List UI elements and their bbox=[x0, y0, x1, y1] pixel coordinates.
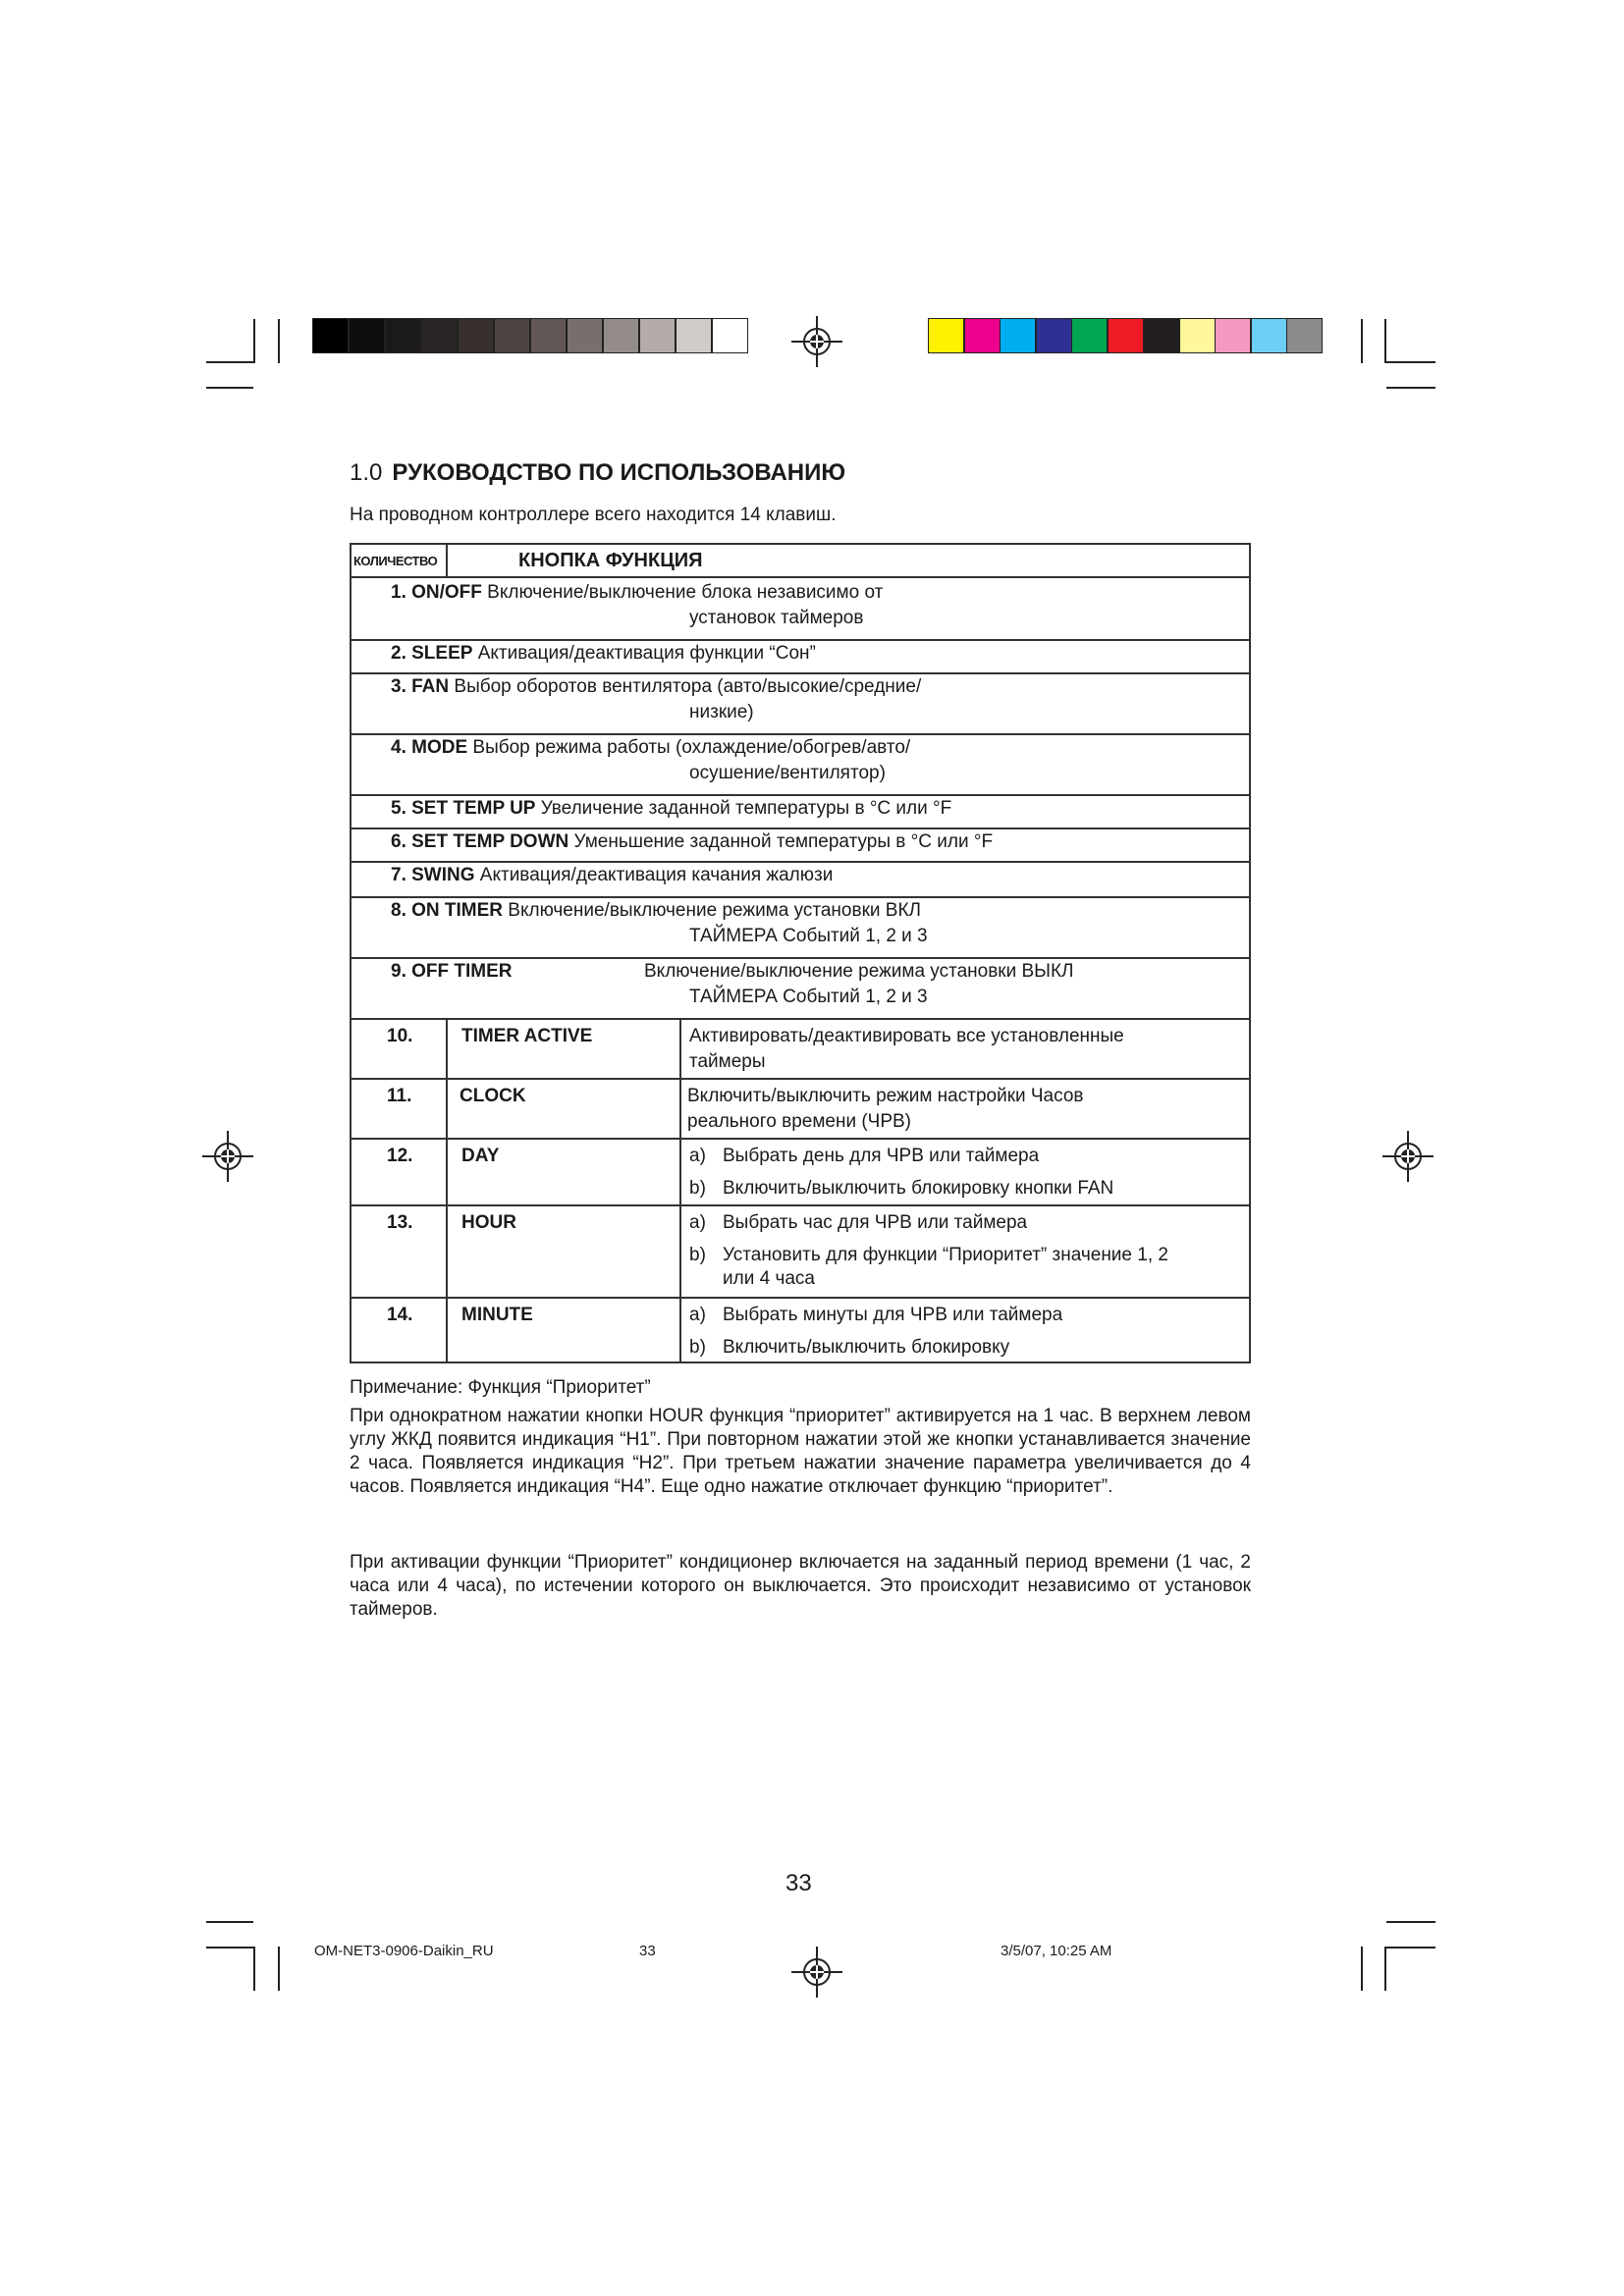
key-description: Включение/выключение блока независимо от bbox=[481, 582, 884, 603]
registration-mark-icon bbox=[1382, 1131, 1434, 1182]
registration-mark-icon bbox=[791, 1947, 842, 1998]
color-swatch bbox=[1143, 318, 1179, 353]
table-row bbox=[391, 580, 883, 606]
color-swatch bbox=[1215, 318, 1251, 353]
key-name: CLOCK bbox=[460, 1086, 526, 1106]
list-item: Включить/выключить блокировку кнопки FAN bbox=[723, 1178, 1114, 1199]
list-item: Включить/выключить блокировку bbox=[723, 1337, 1010, 1358]
gray-swatch bbox=[639, 318, 676, 353]
list-marker: a) bbox=[689, 1212, 706, 1233]
gray-swatch bbox=[458, 318, 494, 353]
key-description: Включение/выключение режима установки ВЫКЛ bbox=[644, 961, 1074, 982]
key-name: SET TEMP UP bbox=[411, 798, 536, 819]
header-key-function: КНОПКА ФУНКЦИЯ bbox=[518, 550, 703, 571]
key-name: HOUR bbox=[461, 1212, 516, 1233]
gray-swatch bbox=[385, 318, 421, 353]
section-title bbox=[350, 459, 845, 487]
list-marker: b) bbox=[689, 1245, 706, 1265]
color-swatch bbox=[1108, 318, 1144, 353]
list-item: Выбрать минуты для ЧРВ или таймера bbox=[723, 1305, 1063, 1325]
crop-mark bbox=[253, 1947, 255, 1991]
key-description: Уменьшение заданной температуры в °C или °F bbox=[568, 831, 994, 852]
key-description-continued: установок таймеров bbox=[689, 608, 864, 628]
footer-page: 33 bbox=[639, 1943, 656, 1959]
key-description: реального времени (ЧРВ) bbox=[687, 1111, 912, 1132]
gray-swatch bbox=[676, 318, 712, 353]
color-swatch bbox=[1071, 318, 1108, 353]
key-name: ON TIMER bbox=[411, 900, 504, 921]
key-description: Выбор режима работы (охлаждение/обогрев/авто/ bbox=[467, 737, 911, 758]
row-number: 14. bbox=[387, 1305, 413, 1325]
key-description: Активировать/деактивировать все установленные bbox=[689, 1026, 1124, 1046]
row-number: 9. bbox=[391, 961, 412, 982]
key-description-continued: осушение/вентилятор) bbox=[689, 763, 886, 783]
crop-mark bbox=[206, 1947, 253, 1949]
table-row bbox=[391, 898, 921, 924]
key-name: SET TEMP DOWN bbox=[411, 831, 569, 852]
section-number: 1.0 bbox=[350, 459, 383, 486]
row-divider bbox=[352, 1078, 1249, 1080]
crop-mark bbox=[278, 319, 280, 363]
crop-mark bbox=[278, 1947, 280, 1991]
list-item: Выбрать час для ЧРВ или таймера bbox=[723, 1212, 1028, 1233]
intro-text: На проводном контроллере всего находится 14 клавиш. bbox=[350, 505, 837, 525]
table-row bbox=[391, 863, 833, 888]
crop-mark bbox=[1384, 1947, 1386, 1991]
list-marker: a) bbox=[689, 1146, 706, 1166]
row-number: 11. bbox=[387, 1086, 412, 1106]
crop-mark bbox=[1386, 1921, 1435, 1923]
gray-swatch bbox=[494, 318, 530, 353]
gray-swatch bbox=[530, 318, 567, 353]
gray-swatch bbox=[567, 318, 603, 353]
gray-swatch bbox=[312, 318, 349, 353]
table-row bbox=[391, 829, 993, 855]
row-number: 6. bbox=[391, 831, 412, 852]
list-item: Установить для функции “Приоритет” значение 1, 2 bbox=[723, 1245, 1168, 1265]
table-row bbox=[391, 674, 921, 700]
key-description: таймеры bbox=[689, 1051, 766, 1072]
column-divider bbox=[446, 545, 448, 576]
key-name: SWING bbox=[411, 865, 475, 885]
key-name: SLEEP bbox=[411, 643, 473, 664]
list-marker: b) bbox=[689, 1337, 706, 1358]
key-name: FAN bbox=[411, 676, 450, 697]
crop-mark bbox=[206, 1921, 253, 1923]
crop-mark bbox=[206, 361, 253, 363]
registration-mark-icon bbox=[202, 1131, 253, 1182]
section-heading: РУКОВОДСТВО ПО ИСПОЛЬЗОВАНИЮ bbox=[392, 459, 846, 486]
color-swatch bbox=[1036, 318, 1072, 353]
header-quantity: КОЛИЧЕСТВО bbox=[353, 554, 438, 568]
key-description: Активация/деактивация качания жалюзи bbox=[474, 865, 834, 885]
color-swatch bbox=[1179, 318, 1216, 353]
column-divider bbox=[679, 1018, 681, 1362]
color-swatch bbox=[1000, 318, 1036, 353]
key-description: Увеличение заданной температуры в °C или °F bbox=[535, 798, 952, 819]
crop-mark bbox=[1386, 387, 1435, 389]
color-swatch bbox=[1286, 318, 1323, 353]
footer-filename: OM-NET3-0906-Daikin_RU bbox=[314, 1943, 494, 1959]
color-swatch bbox=[1251, 318, 1287, 353]
crop-mark bbox=[1361, 1947, 1363, 1991]
crop-mark bbox=[1386, 1947, 1435, 1949]
note-paragraph-2: При активации функции “Приоритет” кондиционер включается на заданный период времени (1 час, 2 часа или 4 часа), по истечении которого он выключается. Это происходит независимо от установок таймеров. bbox=[350, 1552, 1251, 1620]
keys-table bbox=[350, 543, 1251, 1363]
key-name: MODE bbox=[411, 737, 468, 758]
row-divider bbox=[352, 1018, 1249, 1020]
row-divider bbox=[352, 1297, 1249, 1299]
key-name: OFF TIMER bbox=[411, 961, 513, 982]
list-marker: a) bbox=[689, 1305, 706, 1325]
key-description: Включить/выключить режим настройки Часов bbox=[687, 1086, 1084, 1106]
color-swatch bbox=[964, 318, 1001, 353]
row-number: 13. bbox=[387, 1212, 413, 1233]
row-number: 5. bbox=[391, 798, 412, 819]
key-name: ON/OFF bbox=[411, 582, 482, 603]
list-item-continued: или 4 часа bbox=[723, 1268, 815, 1289]
row-divider bbox=[352, 1204, 1249, 1206]
table-row bbox=[391, 641, 816, 667]
key-name: MINUTE bbox=[461, 1305, 533, 1325]
crop-mark bbox=[253, 319, 255, 363]
list-marker: b) bbox=[689, 1178, 706, 1199]
key-description: Активация/деактивация функции “Сон” bbox=[472, 643, 816, 664]
table-row bbox=[391, 735, 910, 761]
table-row bbox=[391, 796, 951, 822]
row-number: 10. bbox=[387, 1026, 413, 1046]
registration-mark-icon bbox=[791, 316, 842, 367]
crop-mark bbox=[1386, 361, 1435, 363]
key-description: Включение/выключение режима установки ВКЛ bbox=[503, 900, 922, 921]
note-title: Примечание: Функция “Приоритет” bbox=[350, 1377, 651, 1398]
key-description-continued: ТАЙМЕРА Событий 1, 2 и 3 bbox=[689, 987, 928, 1007]
row-number: 7. bbox=[391, 865, 412, 885]
row-number: 3. bbox=[391, 676, 412, 697]
crop-mark bbox=[1384, 319, 1386, 363]
crop-mark bbox=[206, 387, 253, 389]
key-description-continued: ТАЙМЕРА Событий 1, 2 и 3 bbox=[689, 926, 928, 946]
footer-date: 3/5/07, 10:25 AM bbox=[1001, 1943, 1112, 1959]
row-number: 8. bbox=[391, 900, 412, 921]
key-description-continued: низкие) bbox=[689, 702, 754, 722]
crop-mark bbox=[1361, 319, 1363, 363]
gray-swatch bbox=[603, 318, 639, 353]
row-number: 1. bbox=[391, 582, 412, 603]
row-divider bbox=[352, 1138, 1249, 1140]
gray-swatch bbox=[712, 318, 748, 353]
row-number: 2. bbox=[391, 643, 412, 664]
row-number: 4. bbox=[391, 737, 412, 758]
color-swatch bbox=[928, 318, 964, 353]
table-row bbox=[391, 959, 513, 985]
row-divider bbox=[352, 576, 1249, 578]
list-item: Выбрать день для ЧРВ или таймера bbox=[723, 1146, 1040, 1166]
gray-swatch bbox=[421, 318, 458, 353]
row-number: 12. bbox=[387, 1146, 413, 1166]
gray-swatch bbox=[349, 318, 385, 353]
key-name: TIMER ACTIVE bbox=[461, 1026, 593, 1046]
page-number: 33 bbox=[785, 1870, 812, 1896]
column-divider bbox=[446, 1018, 448, 1362]
key-description: Выбор оборотов вентилятора (авто/высокие/средние/ bbox=[449, 676, 922, 697]
note-paragraph-1: При однократном нажатии кнопки HOUR функция “приоритет” активируется на 1 час. В верхнем левом углу ЖКД появится индикация “H1”. При повторном нажатии этой же кнопки устанавливается значение 2 часа. Появляется индикация “H2”. При третьем нажатии значение параметра увеличивается до 4 часов. Появляется индикация “H4”. Еще одно нажатие отключает функцию “приоритет”. bbox=[350, 1406, 1251, 1497]
key-name: DAY bbox=[461, 1146, 500, 1166]
